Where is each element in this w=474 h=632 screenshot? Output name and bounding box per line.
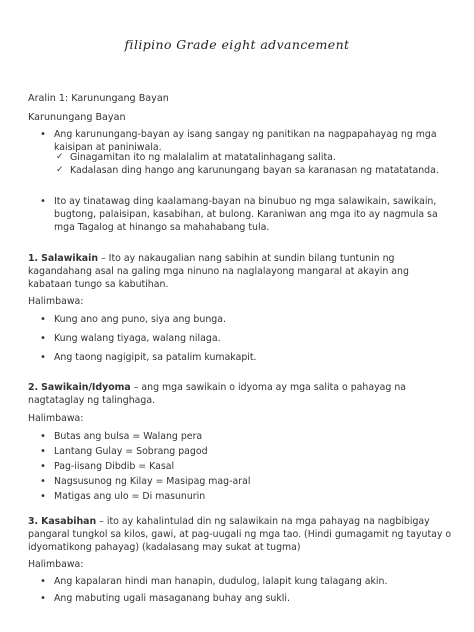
section-number: 3. [28,516,39,527]
section-term: Sawikain/Idyoma [41,382,131,393]
example-label: Halimbawa: [28,559,84,570]
check-list [70,151,450,177]
list-item: • Pag-iisang Dibdib = Kasal [54,460,450,473]
section-term: Salawikain [41,253,99,264]
list-item: • Ang kapalaran hindi man hanapin, dudulog, lalapit kung talagang akin. [54,575,450,588]
section-2-examples [54,430,450,503]
lesson-heading: Aralin 1: Karunungang Bayan [28,93,169,104]
lesson-subheading: Karunungang Bayan [28,112,126,123]
check-item: ✓ Kadalasan ding hango ang karunungang bayan sa karanasan ng matatatanda. [70,164,450,177]
section-3-examples [54,575,450,605]
example-label: Halimbawa: [28,413,84,424]
list-item: • Kung ano ang puno, siya ang bunga. [54,313,450,326]
check-item: ✓ Ginagamitan ito ng malalalim at matatalinhagang salita. [70,151,450,164]
document-title: filipino Grade eight advancement [124,37,350,52]
intro-list-2 [54,195,450,234]
section-number: 1. [28,253,39,264]
list-item: • Kung walang tiyaga, walang nilaga. [54,332,450,345]
list-item: • Ang taong nagigipit, sa patalim kumakapit. [54,351,450,364]
section-desc: – ang mga sawikain o idyoma ay mga salita o pahayag na nagtataglay ng talinghaga. [28,382,407,406]
list-item: • Butas ang bulsa = Walang pera [54,430,450,443]
intro-bullet-2: • Ito ay tinatawag ding kaalamang-bayan na binubuo ng mga salawikain, sawikain, bugtong, palaisipan, kasabihan, at bulong. Karaniwan ang mga ito ay nagmula sa mga Tagalog at hinango sa mahahabang tula. [54,195,450,234]
section-term: Kasabihan [41,516,97,527]
example-label: Halimbawa: [28,296,84,307]
section-desc: – Ito ay nakaugalian nang sabihin at sundin bilang tuntunin ng kagandahang asal na galing mga ninuno na naglalayong mangaral at akayin ang kabataan tungo sa kabutihan. [28,253,409,290]
section-1-definition [28,252,452,291]
list-item: • Nagsusunog ng Kilay = Masipag mag-aral [54,475,450,488]
list-item: • Matigas ang ulo = Di masunurin [54,490,450,503]
intro-bullet-1: • Ang karunungang-bayan ay isang sangay ng panitikan na nagpapahayag ng mga kaisipan at paniniwala. [54,128,450,154]
section-2-definition [28,381,452,407]
section-3-definition [28,515,452,554]
section-1-examples [54,313,450,364]
list-item: • Lantang Gulay = Sobrang pagod [54,445,450,458]
list-item: • Ang mabuting ugali masaganang buhay ang sukli. [54,592,450,605]
section-desc: – ito ay kahalintulad din ng salawikain na mga pahayag na nagbibigay pangaral tungkol sa kilos, gawi, at pag-uugali ng mga tao. (Hindi gumagamit ng tayutay o idyomatikong pahayag) (kadalasang may sukat at tugma) [28,516,452,553]
section-number: 2. [28,382,39,393]
